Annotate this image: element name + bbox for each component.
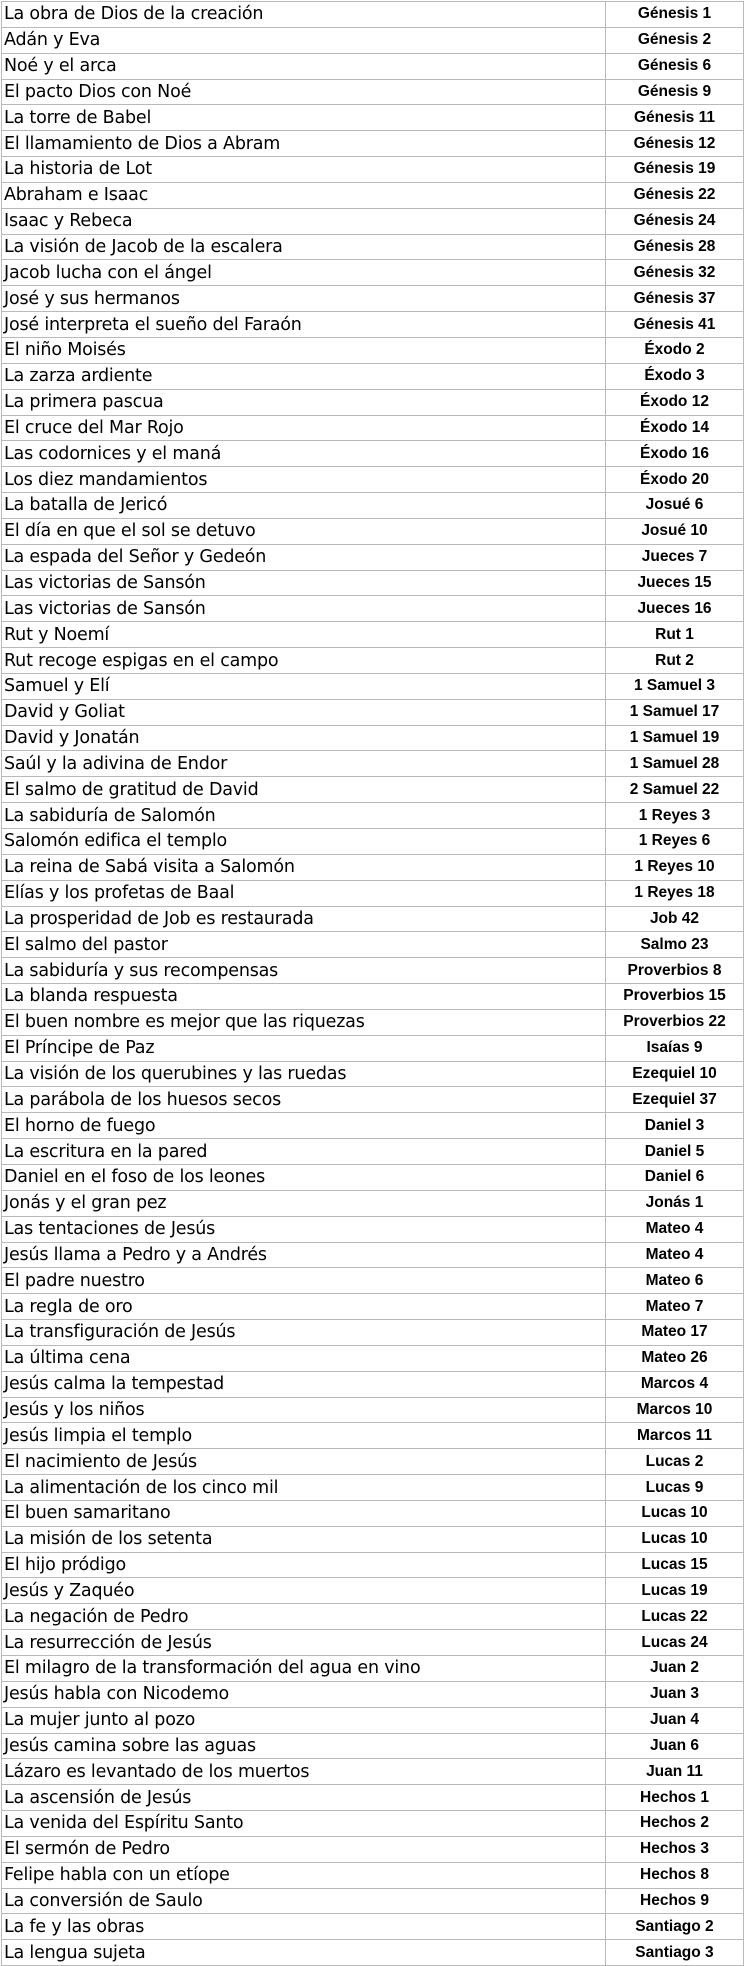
story-title-cell: La parábola de los huesos secos	[2, 1087, 606, 1113]
table-row	[2, 1009, 744, 1035]
table-row	[2, 337, 744, 363]
story-title-cell: Saúl y la adivina de Endor	[2, 751, 606, 777]
scripture-reference-cell: Marcos 10	[606, 1397, 744, 1423]
table-row	[2, 415, 744, 441]
table-row	[2, 105, 744, 131]
story-title-cell: La última cena	[2, 1345, 606, 1371]
story-title-cell: Daniel en el foso de los leones	[2, 1164, 606, 1190]
table-row	[2, 1449, 744, 1475]
story-title-cell: La primera pascua	[2, 389, 606, 415]
table-row	[2, 1681, 744, 1707]
table-row	[2, 803, 744, 829]
story-title-cell: Jesús calma la tempestad	[2, 1371, 606, 1397]
table-row	[2, 1294, 744, 1320]
story-title-cell: Lázaro es levantado de los muertos	[2, 1759, 606, 1785]
story-title-cell: Jesús y los niños	[2, 1397, 606, 1423]
scripture-reference-cell: Juan 11	[606, 1759, 744, 1785]
scripture-reference-cell: Génesis 19	[606, 157, 744, 183]
table-row	[2, 1578, 744, 1604]
scripture-reference-cell: Mateo 17	[606, 1320, 744, 1346]
table-row	[2, 1862, 744, 1888]
table-row	[2, 570, 744, 596]
table-row	[2, 1552, 744, 1578]
story-title-cell: La reina de Sabá visita a Salomón	[2, 854, 606, 880]
scripture-reference-cell: Mateo 4	[606, 1242, 744, 1268]
story-title-cell: El Príncipe de Paz	[2, 1035, 606, 1061]
story-title-cell: La blanda respuesta	[2, 984, 606, 1010]
table-row	[2, 53, 744, 79]
scripture-reference-cell: Santiago 2	[606, 1914, 744, 1940]
scripture-reference-cell: Lucas 19	[606, 1578, 744, 1604]
story-title-cell: El día en que el sol se detuvo	[2, 518, 606, 544]
story-title-cell: El cruce del Mar Rojo	[2, 415, 606, 441]
story-title-cell: Jesús habla con Nicodemo	[2, 1681, 606, 1707]
story-title-cell: Jesús limpia el templo	[2, 1423, 606, 1449]
scripture-reference-cell: Hechos 2	[606, 1811, 744, 1837]
scripture-reference-cell: Hechos 3	[606, 1836, 744, 1862]
story-title-cell: Rut y Noemí	[2, 622, 606, 648]
story-title-cell: El nacimiento de Jesús	[2, 1449, 606, 1475]
story-title-cell: La zarza ardiente	[2, 363, 606, 389]
table-row	[2, 2, 744, 28]
scripture-reference-cell: Génesis 2	[606, 27, 744, 53]
scripture-reference-cell: Juan 6	[606, 1733, 744, 1759]
story-title-cell: La lengua sujeta	[2, 1940, 606, 1966]
scripture-reference-cell: 1 Samuel 19	[606, 725, 744, 751]
scripture-reference-cell: Génesis 9	[606, 79, 744, 105]
story-title-cell: Isaac y Rebeca	[2, 208, 606, 234]
table-row	[2, 1785, 744, 1811]
scripture-reference-cell: Lucas 9	[606, 1475, 744, 1501]
story-title-cell: La sabiduría de Salomón	[2, 803, 606, 829]
table-row	[2, 27, 744, 53]
scripture-reference-cell: Salmo 23	[606, 932, 744, 958]
story-title-cell: El padre nuestro	[2, 1268, 606, 1294]
story-title-cell: La prosperidad de Job es restaurada	[2, 906, 606, 932]
table-row	[2, 622, 744, 648]
scripture-reference-cell: Éxodo 3	[606, 363, 744, 389]
scripture-reference-cell: 1 Reyes 3	[606, 803, 744, 829]
story-title-cell: La regla de oro	[2, 1294, 606, 1320]
table-row	[2, 1888, 744, 1914]
scripture-reference-cell: 1 Reyes 18	[606, 880, 744, 906]
scripture-reference-cell: Lucas 10	[606, 1526, 744, 1552]
story-title-cell: La misión de los setenta	[2, 1526, 606, 1552]
table-row	[2, 699, 744, 725]
scripture-reference-cell: Génesis 11	[606, 105, 744, 131]
story-title-cell: La batalla de Jericó	[2, 493, 606, 519]
table-row	[2, 1423, 744, 1449]
table-row	[2, 1268, 744, 1294]
table-row	[2, 1035, 744, 1061]
table-row	[2, 1940, 744, 1966]
story-title-cell: El salmo de gratitud de David	[2, 777, 606, 803]
table-row	[2, 906, 744, 932]
table-row	[2, 1371, 744, 1397]
scripture-reference-cell: Génesis 1	[606, 2, 744, 28]
table-row	[2, 1164, 744, 1190]
story-title-cell: El niño Moisés	[2, 337, 606, 363]
story-title-cell: La torre de Babel	[2, 105, 606, 131]
scripture-reference-cell: Éxodo 16	[606, 441, 744, 467]
scripture-reference-cell: 1 Samuel 3	[606, 673, 744, 699]
story-title-cell: La visión de Jacob de la escalera	[2, 234, 606, 260]
table-row	[2, 286, 744, 312]
scripture-reference-cell: Juan 2	[606, 1656, 744, 1682]
table-row	[2, 260, 744, 286]
table-row	[2, 363, 744, 389]
scripture-reference-cell: Hechos 8	[606, 1862, 744, 1888]
story-title-cell: Rut recoge espigas en el campo	[2, 648, 606, 674]
table-row	[2, 312, 744, 338]
scripture-reference-cell: Daniel 5	[606, 1139, 744, 1165]
scripture-reference-cell: Éxodo 12	[606, 389, 744, 415]
table-row	[2, 157, 744, 183]
table-row	[2, 441, 744, 467]
scripture-reference-cell: Isaías 9	[606, 1035, 744, 1061]
story-title-cell: La venida del Espíritu Santo	[2, 1811, 606, 1837]
table-row	[2, 932, 744, 958]
story-title-cell: La historia de Lot	[2, 157, 606, 183]
scripture-reference-cell: Ezequiel 37	[606, 1087, 744, 1113]
story-title-cell: Las victorias de Sansón	[2, 570, 606, 596]
story-title-cell: David y Jonatán	[2, 725, 606, 751]
scripture-reference-cell: Daniel 6	[606, 1164, 744, 1190]
table-row	[2, 1604, 744, 1630]
scripture-reference-cell: Jonás 1	[606, 1190, 744, 1216]
table-row	[2, 1113, 744, 1139]
story-title-cell: La transfiguración de Jesús	[2, 1320, 606, 1346]
story-title-cell: La sabiduría y sus recompensas	[2, 958, 606, 984]
story-title-cell: El salmo del pastor	[2, 932, 606, 958]
table-row	[2, 725, 744, 751]
table-row	[2, 1656, 744, 1682]
table-row	[2, 1320, 744, 1346]
table-row	[2, 880, 744, 906]
story-title-cell: La negación de Pedro	[2, 1604, 606, 1630]
table-row	[2, 1836, 744, 1862]
story-title-cell: El horno de fuego	[2, 1113, 606, 1139]
table-row	[2, 1759, 744, 1785]
stories-table-body	[2, 2, 744, 1966]
table-row	[2, 1475, 744, 1501]
story-title-cell: La ascensión de Jesús	[2, 1785, 606, 1811]
table-row	[2, 1630, 744, 1656]
scripture-reference-cell: Proverbios 22	[606, 1009, 744, 1035]
story-title-cell: La espada del Señor y Gedeón	[2, 544, 606, 570]
scripture-reference-cell: Marcos 4	[606, 1371, 744, 1397]
table-row	[2, 777, 744, 803]
scripture-reference-cell: Hechos 9	[606, 1888, 744, 1914]
table-row	[2, 1707, 744, 1733]
scripture-reference-cell: Génesis 37	[606, 286, 744, 312]
table-row	[2, 984, 744, 1010]
scripture-reference-cell: Hechos 1	[606, 1785, 744, 1811]
scripture-reference-cell: Lucas 22	[606, 1604, 744, 1630]
scripture-reference-cell: Daniel 3	[606, 1113, 744, 1139]
scripture-reference-cell: Mateo 4	[606, 1216, 744, 1242]
scripture-reference-cell: Rut 2	[606, 648, 744, 674]
story-title-cell: Jacob lucha con el ángel	[2, 260, 606, 286]
table-row	[2, 596, 744, 622]
scripture-reference-cell: Génesis 22	[606, 182, 744, 208]
story-title-cell: Felipe habla con un etíope	[2, 1862, 606, 1888]
table-row	[2, 751, 744, 777]
scripture-reference-cell: Josué 6	[606, 493, 744, 519]
story-title-cell: La obra de Dios de la creación	[2, 2, 606, 28]
scripture-reference-cell: Jueces 7	[606, 544, 744, 570]
story-title-cell: José interpreta el sueño del Faraón	[2, 312, 606, 338]
scripture-reference-cell: Proverbios 15	[606, 984, 744, 1010]
table-row	[2, 1087, 744, 1113]
table-row	[2, 1345, 744, 1371]
story-title-cell: La visión de los querubines y las ruedas	[2, 1061, 606, 1087]
scripture-reference-cell: Lucas 24	[606, 1630, 744, 1656]
table-row	[2, 1190, 744, 1216]
table-row	[2, 1526, 744, 1552]
scripture-reference-cell: Mateo 7	[606, 1294, 744, 1320]
scripture-reference-cell: Lucas 10	[606, 1500, 744, 1526]
scripture-reference-cell: Génesis 32	[606, 260, 744, 286]
scripture-reference-cell: Lucas 15	[606, 1552, 744, 1578]
scripture-reference-cell: 1 Samuel 28	[606, 751, 744, 777]
scripture-reference-cell: Marcos 11	[606, 1423, 744, 1449]
story-title-cell: Los diez mandamientos	[2, 467, 606, 493]
story-title-cell: Samuel y Elí	[2, 673, 606, 699]
table-row	[2, 1397, 744, 1423]
table-row	[2, 829, 744, 855]
table-row	[2, 958, 744, 984]
story-title-cell: El milagro de la transformación del agua en vino	[2, 1656, 606, 1682]
scripture-reference-cell: 1 Samuel 17	[606, 699, 744, 725]
scripture-reference-cell: Lucas 2	[606, 1449, 744, 1475]
story-title-cell: La mujer junto al pozo	[2, 1707, 606, 1733]
scripture-reference-cell: 1 Reyes 10	[606, 854, 744, 880]
scripture-reference-cell: 2 Samuel 22	[606, 777, 744, 803]
scripture-reference-cell: Éxodo 2	[606, 337, 744, 363]
table-row	[2, 1733, 744, 1759]
scripture-reference-cell: Josué 10	[606, 518, 744, 544]
scripture-reference-cell: Juan 3	[606, 1681, 744, 1707]
table-row	[2, 1061, 744, 1087]
story-title-cell: El buen nombre es mejor que las riquezas	[2, 1009, 606, 1035]
story-title-cell: La fe y las obras	[2, 1914, 606, 1940]
scripture-reference-cell: Génesis 6	[606, 53, 744, 79]
scripture-reference-cell: Mateo 6	[606, 1268, 744, 1294]
story-title-cell: La resurrección de Jesús	[2, 1630, 606, 1656]
story-title-cell: Las codornices y el maná	[2, 441, 606, 467]
table-row	[2, 1216, 744, 1242]
table-row	[2, 673, 744, 699]
stories-table	[1, 1, 744, 1966]
story-title-cell: El pacto Dios con Noé	[2, 79, 606, 105]
story-title-cell: Jesús y Zaquéo	[2, 1578, 606, 1604]
table-row	[2, 1811, 744, 1837]
scripture-reference-cell: Juan 4	[606, 1707, 744, 1733]
table-row	[2, 1914, 744, 1940]
table-row	[2, 648, 744, 674]
story-title-cell: La escritura en la pared	[2, 1139, 606, 1165]
table-row	[2, 208, 744, 234]
table-row	[2, 467, 744, 493]
story-title-cell: La conversión de Saulo	[2, 1888, 606, 1914]
table-row	[2, 389, 744, 415]
story-title-cell: El hijo pródigo	[2, 1552, 606, 1578]
scripture-reference-cell: Proverbios 8	[606, 958, 744, 984]
story-title-cell: Las victorias de Sansón	[2, 596, 606, 622]
story-title-cell: David y Goliat	[2, 699, 606, 725]
table-row	[2, 131, 744, 157]
scripture-reference-cell: Génesis 41	[606, 312, 744, 338]
table-row	[2, 854, 744, 880]
story-title-cell: El llamamiento de Dios a Abram	[2, 131, 606, 157]
scripture-reference-cell: Éxodo 14	[606, 415, 744, 441]
story-title-cell: El buen samaritano	[2, 1500, 606, 1526]
story-title-cell: Abraham e Isaac	[2, 182, 606, 208]
story-title-cell: Jonás y el gran pez	[2, 1190, 606, 1216]
scripture-reference-cell: Jueces 15	[606, 570, 744, 596]
story-title-cell: Salomón edifica el templo	[2, 829, 606, 855]
scripture-reference-cell: Génesis 12	[606, 131, 744, 157]
story-title-cell: Adán y Eva	[2, 27, 606, 53]
table-row	[2, 544, 744, 570]
scripture-reference-cell: Rut 1	[606, 622, 744, 648]
table-row	[2, 182, 744, 208]
table-row	[2, 518, 744, 544]
table-row	[2, 493, 744, 519]
table-row	[2, 1139, 744, 1165]
scripture-reference-cell: Éxodo 20	[606, 467, 744, 493]
scripture-reference-cell: 1 Reyes 6	[606, 829, 744, 855]
story-title-cell: La alimentación de los cinco mil	[2, 1475, 606, 1501]
scripture-reference-cell: Génesis 24	[606, 208, 744, 234]
story-title-cell: El sermón de Pedro	[2, 1836, 606, 1862]
story-title-cell: Las tentaciones de Jesús	[2, 1216, 606, 1242]
story-title-cell: Jesús camina sobre las aguas	[2, 1733, 606, 1759]
story-title-cell: Jesús llama a Pedro y a Andrés	[2, 1242, 606, 1268]
scripture-reference-cell: Job 42	[606, 906, 744, 932]
story-title-cell: José y sus hermanos	[2, 286, 606, 312]
scripture-reference-cell: Santiago 3	[606, 1940, 744, 1966]
table-row	[2, 1500, 744, 1526]
story-title-cell: Noé y el arca	[2, 53, 606, 79]
table-row	[2, 1242, 744, 1268]
scripture-reference-cell: Génesis 28	[606, 234, 744, 260]
table-row	[2, 234, 744, 260]
story-title-cell: Elías y los profetas de Baal	[2, 880, 606, 906]
scripture-reference-cell: Mateo 26	[606, 1345, 744, 1371]
scripture-reference-cell: Jueces 16	[606, 596, 744, 622]
table-row	[2, 79, 744, 105]
scripture-reference-cell: Ezequiel 10	[606, 1061, 744, 1087]
